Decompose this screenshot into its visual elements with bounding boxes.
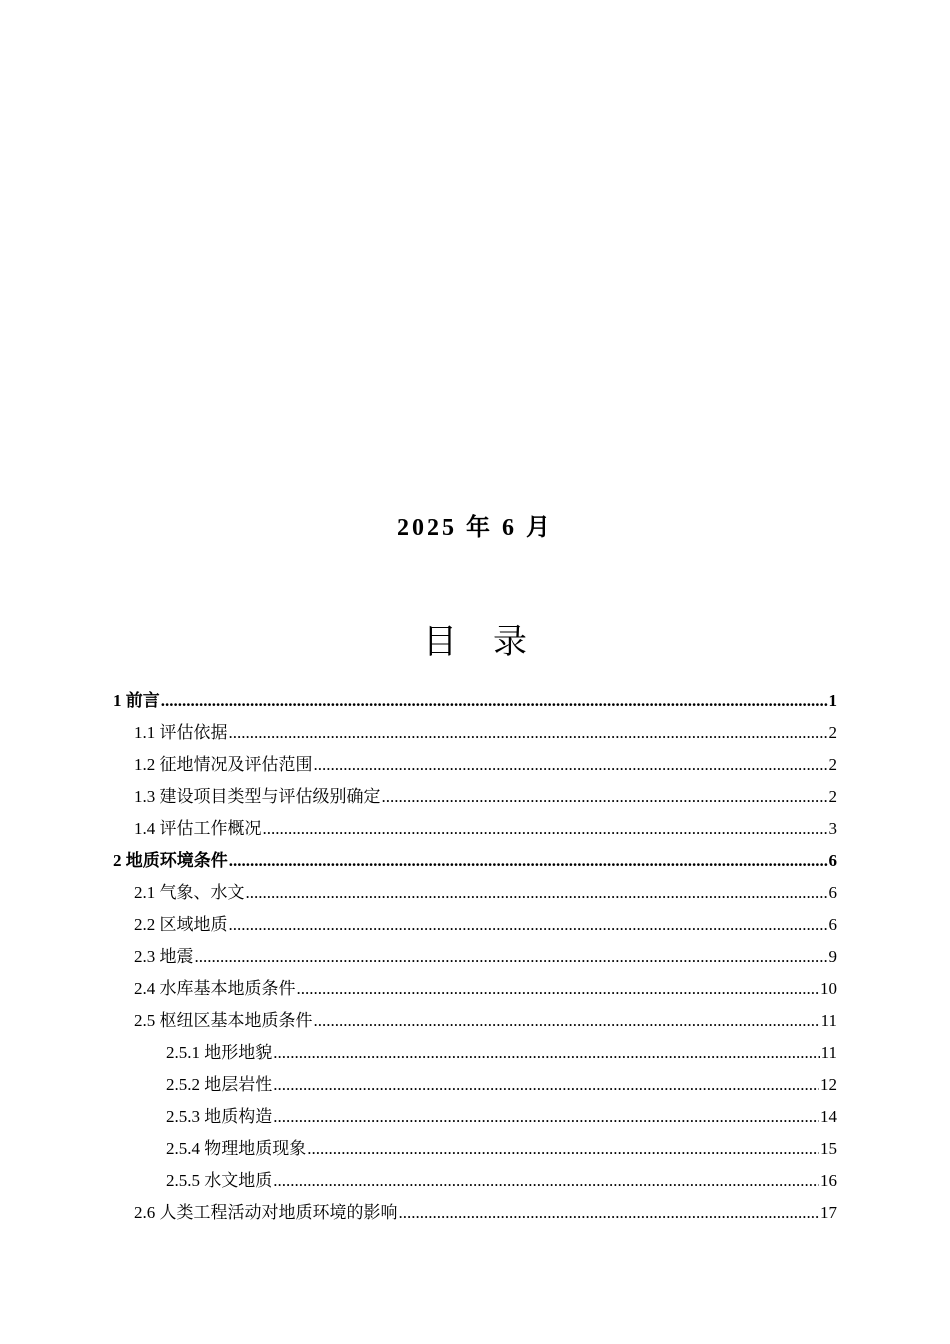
toc-entry[interactable] <box>113 813 837 845</box>
toc-entry-page: 2 <box>828 755 837 774</box>
toc-entry-page: 6 <box>828 883 837 902</box>
toc-entry[interactable] <box>113 973 837 1005</box>
toc-entry[interactable] <box>113 1101 837 1133</box>
toc-title <box>0 616 950 668</box>
toc-dot-leader <box>246 877 828 909</box>
toc-entry[interactable] <box>113 781 837 813</box>
toc-entry[interactable] <box>113 845 837 877</box>
table-of-contents <box>113 685 837 1229</box>
toc-entry[interactable] <box>113 941 837 973</box>
toc-entry-label: 2.5.3 地质构造 <box>166 1107 273 1126</box>
toc-entry-page: 11 <box>820 1011 837 1030</box>
toc-entry[interactable] <box>113 1197 837 1229</box>
toc-entry[interactable] <box>113 749 837 781</box>
toc-entry-page: 1 <box>828 691 837 710</box>
toc-dot-leader <box>314 749 828 781</box>
toc-entry-label: 2.5 枢纽区基本地质条件 <box>134 1011 313 1030</box>
toc-entry-label: 1.3 建设项目类型与评估级别确定 <box>134 787 381 806</box>
toc-dot-leader <box>195 941 828 973</box>
toc-entry[interactable] <box>113 717 837 749</box>
toc-entry[interactable] <box>113 685 837 717</box>
toc-entry-label: 1.4 评估工作概况 <box>134 819 262 838</box>
toc-entry-page: 2 <box>828 787 837 806</box>
toc-entry-label: 2.5.1 地形地貌 <box>166 1043 273 1062</box>
toc-entry-label: 2.3 地震 <box>134 947 194 966</box>
toc-dot-leader <box>382 781 828 813</box>
toc-entry[interactable] <box>113 1069 837 1101</box>
toc-entry-page: 2 <box>828 723 837 742</box>
toc-title-char-1: 目 <box>423 622 457 662</box>
toc-entry-page: 17 <box>820 1203 837 1222</box>
toc-entry-page: 14 <box>820 1107 837 1126</box>
toc-entry-label: 2.2 区域地质 <box>134 915 228 934</box>
toc-dot-leader <box>399 1197 820 1229</box>
toc-dot-leader <box>273 1165 819 1197</box>
toc-entry-label: 1.1 评估依据 <box>134 723 228 742</box>
toc-entry-page: 16 <box>820 1171 837 1190</box>
toc-entry-page: 3 <box>828 819 837 838</box>
toc-dot-leader <box>273 1101 819 1133</box>
toc-entry[interactable] <box>113 1133 837 1165</box>
toc-entry-page: 11 <box>820 1043 837 1062</box>
report-date: 2025 年 6 月 <box>397 515 553 541</box>
toc-dot-leader <box>307 1133 819 1165</box>
toc-dot-leader <box>297 973 820 1005</box>
toc-dot-leader <box>229 845 828 877</box>
toc-entry-label: 2.6 人类工程活动对地质环境的影响 <box>134 1203 398 1222</box>
toc-entry-label: 2.1 气象、水文 <box>134 883 245 902</box>
toc-entry[interactable] <box>113 1165 837 1197</box>
toc-entry[interactable] <box>113 877 837 909</box>
toc-entry-page: 15 <box>820 1139 837 1158</box>
toc-dot-leader <box>229 717 828 749</box>
toc-entry-label: 2 地质环境条件 <box>113 851 228 870</box>
toc-entry-page: 12 <box>820 1075 837 1094</box>
toc-entry[interactable] <box>113 909 837 941</box>
toc-dot-leader <box>273 1069 819 1101</box>
toc-dot-leader <box>273 1037 819 1069</box>
toc-title-char-2: 录 <box>493 622 527 662</box>
toc-dot-leader <box>263 813 828 845</box>
toc-entry-page: 6 <box>828 851 837 870</box>
toc-entry-label: 1 前言 <box>113 691 160 710</box>
toc-entry-label: 2.5.5 水文地质 <box>166 1171 273 1190</box>
toc-entry-page: 9 <box>828 947 837 966</box>
toc-entry-page: 6 <box>828 915 837 934</box>
toc-entry-label: 2.5.2 地层岩性 <box>166 1075 273 1094</box>
toc-entry-page: 10 <box>820 979 837 998</box>
toc-entry[interactable] <box>113 1005 837 1037</box>
toc-dot-leader <box>314 1005 820 1037</box>
toc-entry-label: 2.5.4 物理地质现象 <box>166 1139 307 1158</box>
toc-entry-label: 1.2 征地情况及评估范围 <box>134 755 313 774</box>
toc-dot-leader <box>229 909 828 941</box>
toc-entry-label: 2.4 水库基本地质条件 <box>134 979 296 998</box>
toc-entry[interactable] <box>113 1037 837 1069</box>
toc-dot-leader <box>161 685 828 717</box>
